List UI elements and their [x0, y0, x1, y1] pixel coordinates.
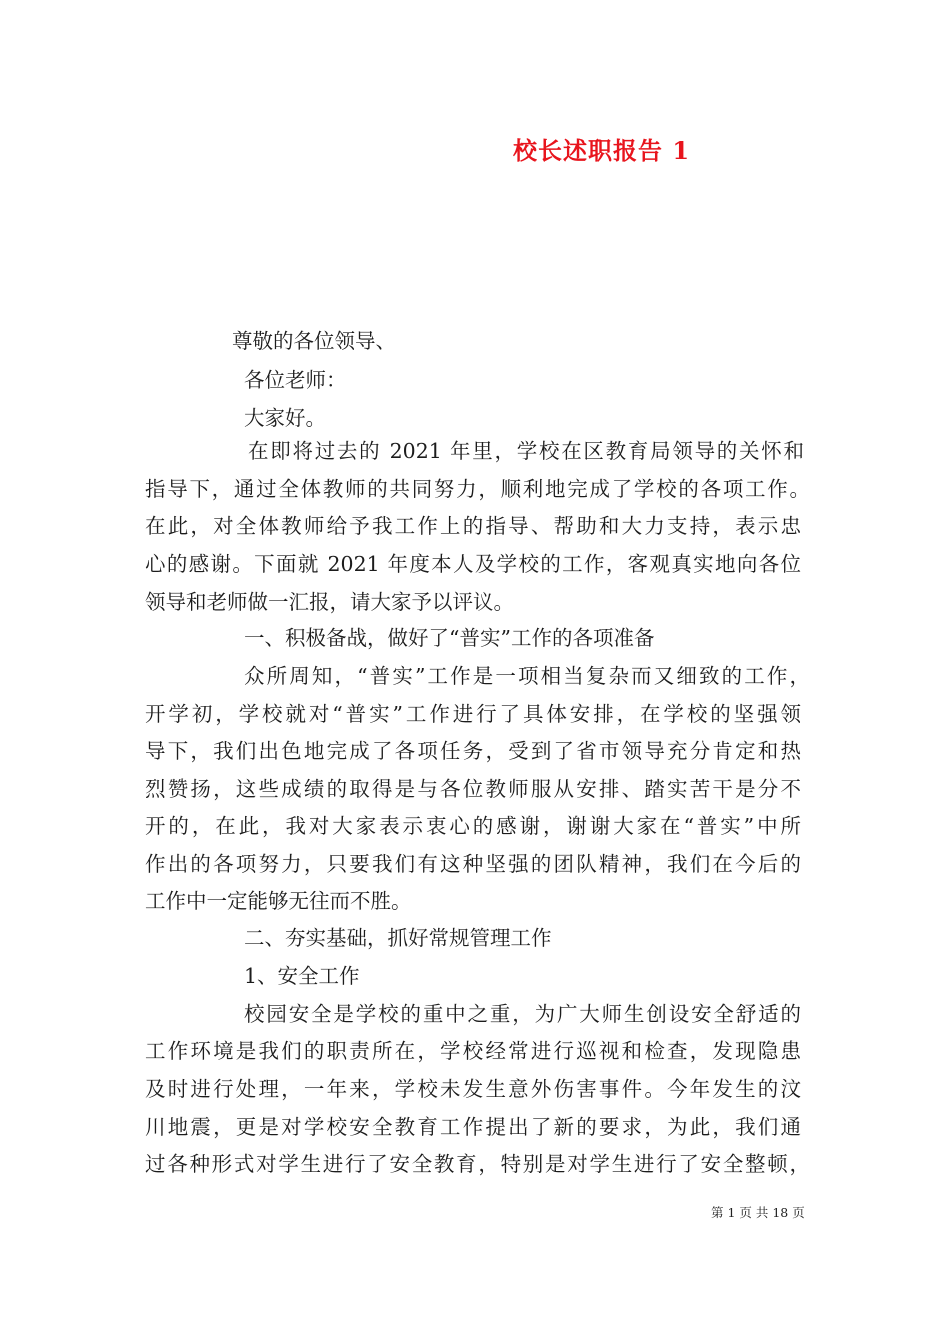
paragraph-line: 开学初，学校就对“普实”工作进行了具体安排，在学校的坚强领 [145, 702, 801, 726]
paragraph-line: 烈赞扬，这些成绩的取得是与各位教师服从安排、踏实苦干是分不 [145, 777, 801, 801]
section-heading: 二、夯实基础，抓好常规管理工作 [244, 926, 552, 950]
greeting-line: 尊敬的各位领导、 [232, 329, 396, 353]
paragraph-line: 川地震，更是对学校安全教育工作提出了新的要求，为此，我们通 [145, 1115, 801, 1139]
section-heading: 一、积极备战，做好了“普实”工作的各项准备 [244, 626, 655, 650]
greeting-line: 大家好。 [244, 406, 326, 430]
document-title: 校长述职报告 1 [513, 136, 691, 165]
paragraph-line: 开的，在此，我对大家表示衷心的感谢，谢谢大家在“普实”中所 [145, 814, 801, 838]
paragraph-line: 及时进行处理，一年来，学校未发生意外伤害事件。今年发生的汶 [145, 1077, 801, 1101]
subsection-heading: 1、安全工作 [244, 964, 360, 988]
paragraph-line: 众所周知，“普实”工作是一项相当复杂而又细致的工作， [244, 664, 810, 688]
paragraph-line: 导下，我们出色地完成了各项任务，受到了省市领导充分肯定和热 [145, 739, 801, 763]
paragraph-line: 在即将过去的 2021 年里，学校在区教育局领导的关怀和 [248, 439, 804, 463]
paragraph-line: 在此，对全体教师给予我工作上的指导、帮助和大力支持，表示忠 [145, 514, 801, 538]
greeting-line: 各位老师： [244, 368, 347, 392]
paragraph-line: 心的感谢。下面就 2021 年度本人及学校的工作，客观真实地向各位 [145, 552, 801, 576]
page-number: 第 1 页 共 18 页 [711, 1205, 805, 1220]
paragraph-line: 工作中一定能够无往而不胜。 [145, 889, 412, 913]
paragraph-line: 工作环境是我们的职责所在，学校经常进行巡视和检查，发现隐患 [145, 1039, 801, 1063]
paragraph-line: 过各种形式对学生进行了安全教育，特别是对学生进行了安全整顿， [145, 1152, 810, 1176]
paragraph-line: 校园安全是学校的重中之重，为广大师生创设安全舒适的 [244, 1002, 801, 1026]
paragraph-line: 领导和老师做一汇报，请大家予以评议。 [145, 590, 514, 614]
paragraph-line: 指导下，通过全体教师的共同努力，顺利地完成了学校的各项工作。 [145, 477, 810, 501]
paragraph-line: 作出的各项努力，只要我们有这种坚强的团队精神，我们在今后的 [145, 852, 801, 876]
